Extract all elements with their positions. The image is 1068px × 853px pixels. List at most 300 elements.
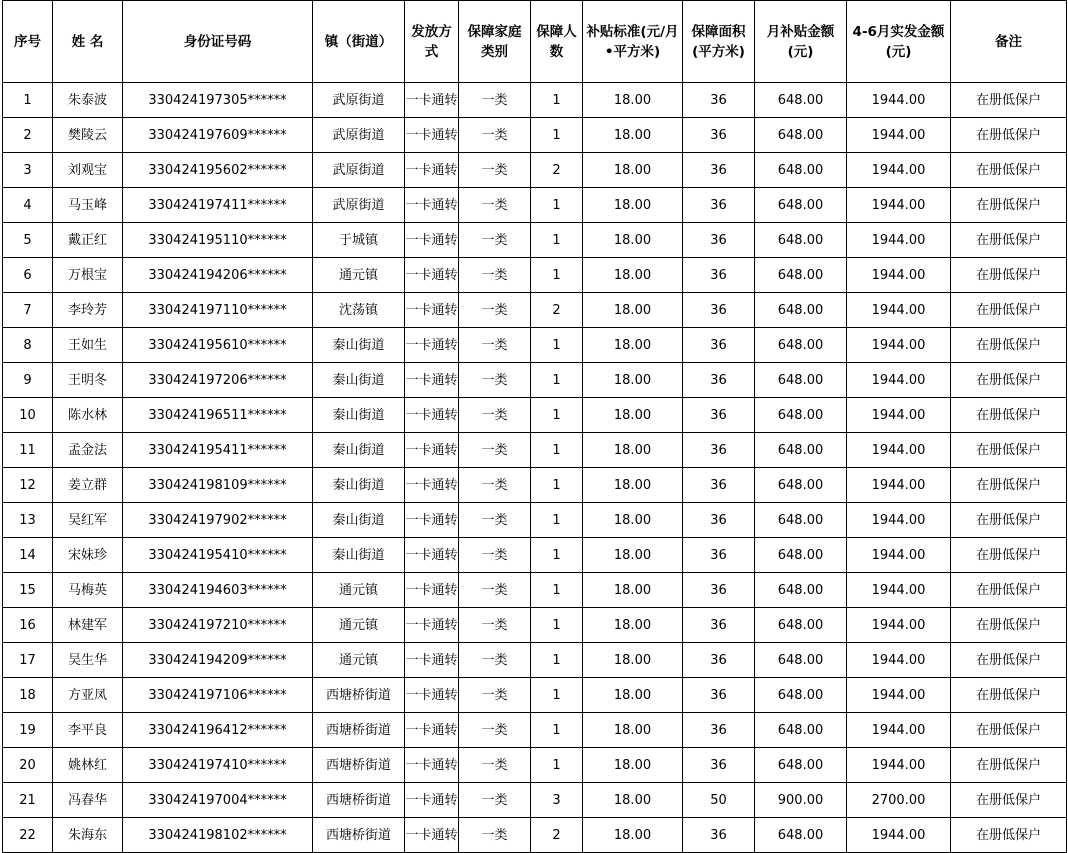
cell-category: 一类 xyxy=(459,818,531,853)
cell-name: 马梅英 xyxy=(53,573,123,608)
cell-method: 一卡通转 xyxy=(405,223,459,258)
cell-town: 武原街道 xyxy=(313,83,405,118)
cell-monthly: 648.00 xyxy=(755,608,847,643)
cell-id-number: 330424195602****** xyxy=(123,153,313,188)
cell-actual: 1944.00 xyxy=(847,678,951,713)
cell-standard: 18.00 xyxy=(583,468,683,503)
cell-remark: 在册低保户 xyxy=(951,83,1067,118)
header-row xyxy=(3,1,1067,83)
cell-remark: 在册低保户 xyxy=(951,363,1067,398)
cell-remark: 在册低保户 xyxy=(951,328,1067,363)
header-method: 发放方式 xyxy=(405,1,459,83)
cell-remark: 在册低保户 xyxy=(951,503,1067,538)
cell-index: 18 xyxy=(3,678,53,713)
cell-area: 36 xyxy=(683,748,755,783)
cell-people: 1 xyxy=(531,398,583,433)
table-row xyxy=(3,118,1067,153)
cell-standard: 18.00 xyxy=(583,783,683,818)
cell-area: 36 xyxy=(683,83,755,118)
cell-town: 武原街道 xyxy=(313,153,405,188)
cell-category: 一类 xyxy=(459,503,531,538)
cell-people: 1 xyxy=(531,678,583,713)
table-row xyxy=(3,748,1067,783)
cell-id-number: 330424194206****** xyxy=(123,258,313,293)
cell-area: 36 xyxy=(683,818,755,853)
cell-actual: 2700.00 xyxy=(847,783,951,818)
table-row xyxy=(3,468,1067,503)
cell-method: 一卡通转 xyxy=(405,713,459,748)
cell-name: 吴生华 xyxy=(53,643,123,678)
cell-people: 1 xyxy=(531,538,583,573)
cell-index: 20 xyxy=(3,748,53,783)
cell-name: 朱泰波 xyxy=(53,83,123,118)
cell-remark: 在册低保户 xyxy=(951,608,1067,643)
cell-name: 马玉峰 xyxy=(53,188,123,223)
cell-actual: 1944.00 xyxy=(847,468,951,503)
cell-people: 1 xyxy=(531,83,583,118)
cell-method: 一卡通转 xyxy=(405,818,459,853)
cell-method: 一卡通转 xyxy=(405,433,459,468)
cell-category: 一类 xyxy=(459,608,531,643)
cell-people: 1 xyxy=(531,503,583,538)
cell-name: 吴红军 xyxy=(53,503,123,538)
cell-category: 一类 xyxy=(459,643,531,678)
cell-method: 一卡通转 xyxy=(405,118,459,153)
cell-name: 宋妹珍 xyxy=(53,538,123,573)
cell-name: 孟金法 xyxy=(53,433,123,468)
cell-method: 一卡通转 xyxy=(405,678,459,713)
header-actual: 4-6月实发金额(元) xyxy=(847,1,951,83)
cell-id-number: 330424195610****** xyxy=(123,328,313,363)
cell-town: 武原街道 xyxy=(313,118,405,153)
cell-area: 50 xyxy=(683,783,755,818)
cell-category: 一类 xyxy=(459,118,531,153)
cell-actual: 1944.00 xyxy=(847,503,951,538)
cell-remark: 在册低保户 xyxy=(951,118,1067,153)
cell-method: 一卡通转 xyxy=(405,258,459,293)
table-row xyxy=(3,573,1067,608)
cell-id-number: 330424198102****** xyxy=(123,818,313,853)
cell-category: 一类 xyxy=(459,83,531,118)
cell-method: 一卡通转 xyxy=(405,153,459,188)
cell-name: 林建军 xyxy=(53,608,123,643)
cell-index: 2 xyxy=(3,118,53,153)
cell-index: 16 xyxy=(3,608,53,643)
cell-people: 1 xyxy=(531,468,583,503)
cell-method: 一卡通转 xyxy=(405,538,459,573)
cell-area: 36 xyxy=(683,678,755,713)
table-row xyxy=(3,538,1067,573)
cell-category: 一类 xyxy=(459,748,531,783)
cell-actual: 1944.00 xyxy=(847,433,951,468)
cell-standard: 18.00 xyxy=(583,363,683,398)
cell-people: 1 xyxy=(531,328,583,363)
cell-standard: 18.00 xyxy=(583,398,683,433)
cell-remark: 在册低保户 xyxy=(951,538,1067,573)
cell-index: 1 xyxy=(3,83,53,118)
cell-monthly: 648.00 xyxy=(755,538,847,573)
cell-remark: 在册低保户 xyxy=(951,293,1067,328)
cell-people: 1 xyxy=(531,433,583,468)
cell-id-number: 330424197902****** xyxy=(123,503,313,538)
cell-town: 沈荡镇 xyxy=(313,293,405,328)
cell-standard: 18.00 xyxy=(583,503,683,538)
cell-area: 36 xyxy=(683,433,755,468)
cell-area: 36 xyxy=(683,223,755,258)
cell-standard: 18.00 xyxy=(583,573,683,608)
cell-remark: 在册低保户 xyxy=(951,468,1067,503)
header-standard: 补贴标准(元/月•平方米) xyxy=(583,1,683,83)
table-row xyxy=(3,258,1067,293)
table-row xyxy=(3,678,1067,713)
cell-town: 通元镇 xyxy=(313,643,405,678)
table-row xyxy=(3,293,1067,328)
cell-standard: 18.00 xyxy=(583,293,683,328)
cell-method: 一卡通转 xyxy=(405,468,459,503)
cell-name: 戴正红 xyxy=(53,223,123,258)
cell-area: 36 xyxy=(683,188,755,223)
cell-remark: 在册低保户 xyxy=(951,783,1067,818)
cell-remark: 在册低保户 xyxy=(951,153,1067,188)
cell-name: 陈水林 xyxy=(53,398,123,433)
cell-category: 一类 xyxy=(459,573,531,608)
cell-actual: 1944.00 xyxy=(847,223,951,258)
cell-standard: 18.00 xyxy=(583,748,683,783)
cell-actual: 1944.00 xyxy=(847,363,951,398)
cell-id-number: 330424194209****** xyxy=(123,643,313,678)
cell-actual: 1944.00 xyxy=(847,573,951,608)
cell-area: 36 xyxy=(683,293,755,328)
cell-name: 朱海东 xyxy=(53,818,123,853)
cell-town: 于城镇 xyxy=(313,223,405,258)
cell-id-number: 330424197210****** xyxy=(123,608,313,643)
cell-name: 王明冬 xyxy=(53,363,123,398)
cell-area: 36 xyxy=(683,363,755,398)
cell-people: 1 xyxy=(531,118,583,153)
cell-method: 一卡通转 xyxy=(405,328,459,363)
cell-category: 一类 xyxy=(459,398,531,433)
cell-name: 刘观宝 xyxy=(53,153,123,188)
cell-town: 西塘桥街道 xyxy=(313,748,405,783)
cell-category: 一类 xyxy=(459,153,531,188)
cell-actual: 1944.00 xyxy=(847,818,951,853)
cell-actual: 1944.00 xyxy=(847,643,951,678)
cell-category: 一类 xyxy=(459,468,531,503)
header-monthly: 月补贴金额(元) xyxy=(755,1,847,83)
cell-name: 樊陵云 xyxy=(53,118,123,153)
table-row xyxy=(3,783,1067,818)
cell-remark: 在册低保户 xyxy=(951,678,1067,713)
cell-remark: 在册低保户 xyxy=(951,748,1067,783)
cell-town: 通元镇 xyxy=(313,573,405,608)
cell-id-number: 330424195410****** xyxy=(123,538,313,573)
cell-index: 9 xyxy=(3,363,53,398)
cell-id-number: 330424195411****** xyxy=(123,433,313,468)
cell-id-number: 330424196511****** xyxy=(123,398,313,433)
cell-standard: 18.00 xyxy=(583,608,683,643)
cell-actual: 1944.00 xyxy=(847,608,951,643)
cell-people: 2 xyxy=(531,293,583,328)
cell-area: 36 xyxy=(683,503,755,538)
header-remark: 备注 xyxy=(951,1,1067,83)
cell-monthly: 648.00 xyxy=(755,678,847,713)
cell-method: 一卡通转 xyxy=(405,293,459,328)
cell-index: 13 xyxy=(3,503,53,538)
cell-method: 一卡通转 xyxy=(405,643,459,678)
cell-monthly: 648.00 xyxy=(755,713,847,748)
cell-method: 一卡通转 xyxy=(405,608,459,643)
cell-people: 3 xyxy=(531,783,583,818)
cell-people: 1 xyxy=(531,748,583,783)
cell-people: 1 xyxy=(531,258,583,293)
cell-remark: 在册低保户 xyxy=(951,643,1067,678)
cell-monthly: 648.00 xyxy=(755,258,847,293)
cell-monthly: 648.00 xyxy=(755,153,847,188)
table-row xyxy=(3,433,1067,468)
cell-standard: 18.00 xyxy=(583,83,683,118)
cell-standard: 18.00 xyxy=(583,643,683,678)
cell-id-number: 330424197110****** xyxy=(123,293,313,328)
cell-monthly: 648.00 xyxy=(755,328,847,363)
cell-index: 10 xyxy=(3,398,53,433)
cell-id-number: 330424198109****** xyxy=(123,468,313,503)
cell-area: 36 xyxy=(683,468,755,503)
cell-town: 秦山街道 xyxy=(313,503,405,538)
cell-name: 李平良 xyxy=(53,713,123,748)
cell-name: 冯春华 xyxy=(53,783,123,818)
cell-town: 秦山街道 xyxy=(313,363,405,398)
cell-index: 22 xyxy=(3,818,53,853)
cell-town: 西塘桥街道 xyxy=(313,818,405,853)
cell-id-number: 330424197410****** xyxy=(123,748,313,783)
cell-standard: 18.00 xyxy=(583,328,683,363)
cell-town: 秦山街道 xyxy=(313,538,405,573)
cell-category: 一类 xyxy=(459,538,531,573)
cell-people: 1 xyxy=(531,223,583,258)
cell-standard: 18.00 xyxy=(583,713,683,748)
cell-name: 方亚凤 xyxy=(53,678,123,713)
cell-method: 一卡通转 xyxy=(405,398,459,433)
cell-index: 14 xyxy=(3,538,53,573)
cell-area: 36 xyxy=(683,258,755,293)
cell-town: 通元镇 xyxy=(313,258,405,293)
table-row xyxy=(3,83,1067,118)
subsidy-roster-table xyxy=(2,0,1067,853)
table-row xyxy=(3,713,1067,748)
cell-remark: 在册低保户 xyxy=(951,223,1067,258)
cell-method: 一卡通转 xyxy=(405,783,459,818)
cell-monthly: 648.00 xyxy=(755,503,847,538)
cell-monthly: 648.00 xyxy=(755,83,847,118)
cell-people: 1 xyxy=(531,713,583,748)
table-row xyxy=(3,818,1067,853)
cell-monthly: 648.00 xyxy=(755,573,847,608)
cell-remark: 在册低保户 xyxy=(951,818,1067,853)
cell-people: 1 xyxy=(531,643,583,678)
table-row xyxy=(3,503,1067,538)
cell-standard: 18.00 xyxy=(583,118,683,153)
cell-actual: 1944.00 xyxy=(847,748,951,783)
table-row xyxy=(3,643,1067,678)
cell-town: 秦山街道 xyxy=(313,433,405,468)
cell-actual: 1944.00 xyxy=(847,713,951,748)
cell-id-number: 330424197106****** xyxy=(123,678,313,713)
cell-index: 8 xyxy=(3,328,53,363)
cell-town: 秦山街道 xyxy=(313,468,405,503)
table-row xyxy=(3,328,1067,363)
cell-area: 36 xyxy=(683,153,755,188)
cell-category: 一类 xyxy=(459,293,531,328)
cell-name: 姜立群 xyxy=(53,468,123,503)
cell-name: 万根宝 xyxy=(53,258,123,293)
cell-index: 15 xyxy=(3,573,53,608)
cell-town: 西塘桥街道 xyxy=(313,783,405,818)
cell-id-number: 330424197206****** xyxy=(123,363,313,398)
table-row xyxy=(3,608,1067,643)
cell-standard: 18.00 xyxy=(583,258,683,293)
cell-index: 5 xyxy=(3,223,53,258)
cell-actual: 1944.00 xyxy=(847,293,951,328)
header-town: 镇（街道） xyxy=(313,1,405,83)
cell-id-number: 330424197609****** xyxy=(123,118,313,153)
cell-area: 36 xyxy=(683,398,755,433)
cell-remark: 在册低保户 xyxy=(951,713,1067,748)
cell-name: 李玲芳 xyxy=(53,293,123,328)
cell-standard: 18.00 xyxy=(583,678,683,713)
cell-standard: 18.00 xyxy=(583,818,683,853)
cell-category: 一类 xyxy=(459,188,531,223)
cell-method: 一卡通转 xyxy=(405,748,459,783)
cell-actual: 1944.00 xyxy=(847,328,951,363)
cell-index: 7 xyxy=(3,293,53,328)
cell-id-number: 330424197411****** xyxy=(123,188,313,223)
cell-id-number: 330424196412****** xyxy=(123,713,313,748)
cell-town: 武原街道 xyxy=(313,188,405,223)
cell-method: 一卡通转 xyxy=(405,573,459,608)
cell-monthly: 648.00 xyxy=(755,398,847,433)
cell-area: 36 xyxy=(683,328,755,363)
header-id-number: 身份证号码 xyxy=(123,1,313,83)
cell-town: 通元镇 xyxy=(313,608,405,643)
header-people: 保障人数 xyxy=(531,1,583,83)
table-row xyxy=(3,188,1067,223)
cell-people: 1 xyxy=(531,188,583,223)
cell-actual: 1944.00 xyxy=(847,118,951,153)
cell-area: 36 xyxy=(683,643,755,678)
cell-category: 一类 xyxy=(459,783,531,818)
cell-standard: 18.00 xyxy=(583,153,683,188)
cell-standard: 18.00 xyxy=(583,188,683,223)
cell-method: 一卡通转 xyxy=(405,363,459,398)
cell-area: 36 xyxy=(683,713,755,748)
cell-method: 一卡通转 xyxy=(405,83,459,118)
cell-remark: 在册低保户 xyxy=(951,188,1067,223)
table-row xyxy=(3,398,1067,433)
cell-remark: 在册低保户 xyxy=(951,258,1067,293)
cell-area: 36 xyxy=(683,608,755,643)
cell-category: 一类 xyxy=(459,328,531,363)
cell-remark: 在册低保户 xyxy=(951,573,1067,608)
cell-monthly: 648.00 xyxy=(755,818,847,853)
cell-actual: 1944.00 xyxy=(847,188,951,223)
cell-id-number: 330424194603****** xyxy=(123,573,313,608)
table-row xyxy=(3,153,1067,188)
cell-remark: 在册低保户 xyxy=(951,398,1067,433)
cell-town: 秦山街道 xyxy=(313,398,405,433)
cell-monthly: 648.00 xyxy=(755,643,847,678)
table-row xyxy=(3,363,1067,398)
table-row xyxy=(3,223,1067,258)
header-area: 保障面积(平方米) xyxy=(683,1,755,83)
cell-category: 一类 xyxy=(459,713,531,748)
cell-standard: 18.00 xyxy=(583,538,683,573)
cell-actual: 1944.00 xyxy=(847,83,951,118)
cell-category: 一类 xyxy=(459,433,531,468)
cell-actual: 1944.00 xyxy=(847,153,951,188)
cell-people: 1 xyxy=(531,573,583,608)
cell-category: 一类 xyxy=(459,678,531,713)
cell-index: 19 xyxy=(3,713,53,748)
cell-monthly: 648.00 xyxy=(755,468,847,503)
cell-index: 11 xyxy=(3,433,53,468)
cell-people: 1 xyxy=(531,363,583,398)
cell-index: 6 xyxy=(3,258,53,293)
header-name: 姓 名 xyxy=(53,1,123,83)
cell-monthly: 648.00 xyxy=(755,223,847,258)
cell-name: 姚林红 xyxy=(53,748,123,783)
cell-category: 一类 xyxy=(459,223,531,258)
cell-monthly: 648.00 xyxy=(755,748,847,783)
cell-id-number: 330424197004****** xyxy=(123,783,313,818)
cell-actual: 1944.00 xyxy=(847,538,951,573)
cell-remark: 在册低保户 xyxy=(951,433,1067,468)
cell-name: 王如生 xyxy=(53,328,123,363)
cell-id-number: 330424195110****** xyxy=(123,223,313,258)
cell-actual: 1944.00 xyxy=(847,258,951,293)
cell-town: 秦山街道 xyxy=(313,328,405,363)
cell-index: 17 xyxy=(3,643,53,678)
cell-monthly: 648.00 xyxy=(755,433,847,468)
cell-monthly: 648.00 xyxy=(755,363,847,398)
cell-method: 一卡通转 xyxy=(405,188,459,223)
cell-monthly: 900.00 xyxy=(755,783,847,818)
cell-category: 一类 xyxy=(459,363,531,398)
cell-id-number: 330424197305****** xyxy=(123,83,313,118)
cell-monthly: 648.00 xyxy=(755,293,847,328)
cell-town: 西塘桥街道 xyxy=(313,678,405,713)
cell-category: 一类 xyxy=(459,258,531,293)
roster-body xyxy=(3,83,1067,853)
cell-people: 2 xyxy=(531,818,583,853)
cell-monthly: 648.00 xyxy=(755,188,847,223)
cell-town: 西塘桥街道 xyxy=(313,713,405,748)
cell-people: 1 xyxy=(531,608,583,643)
cell-area: 36 xyxy=(683,573,755,608)
cell-method: 一卡通转 xyxy=(405,503,459,538)
cell-actual: 1944.00 xyxy=(847,398,951,433)
cell-standard: 18.00 xyxy=(583,433,683,468)
cell-standard: 18.00 xyxy=(583,223,683,258)
cell-area: 36 xyxy=(683,538,755,573)
cell-area: 36 xyxy=(683,118,755,153)
cell-index: 4 xyxy=(3,188,53,223)
cell-people: 2 xyxy=(531,153,583,188)
header-index: 序号 xyxy=(3,1,53,83)
cell-index: 3 xyxy=(3,153,53,188)
cell-index: 21 xyxy=(3,783,53,818)
cell-index: 12 xyxy=(3,468,53,503)
cell-monthly: 648.00 xyxy=(755,118,847,153)
